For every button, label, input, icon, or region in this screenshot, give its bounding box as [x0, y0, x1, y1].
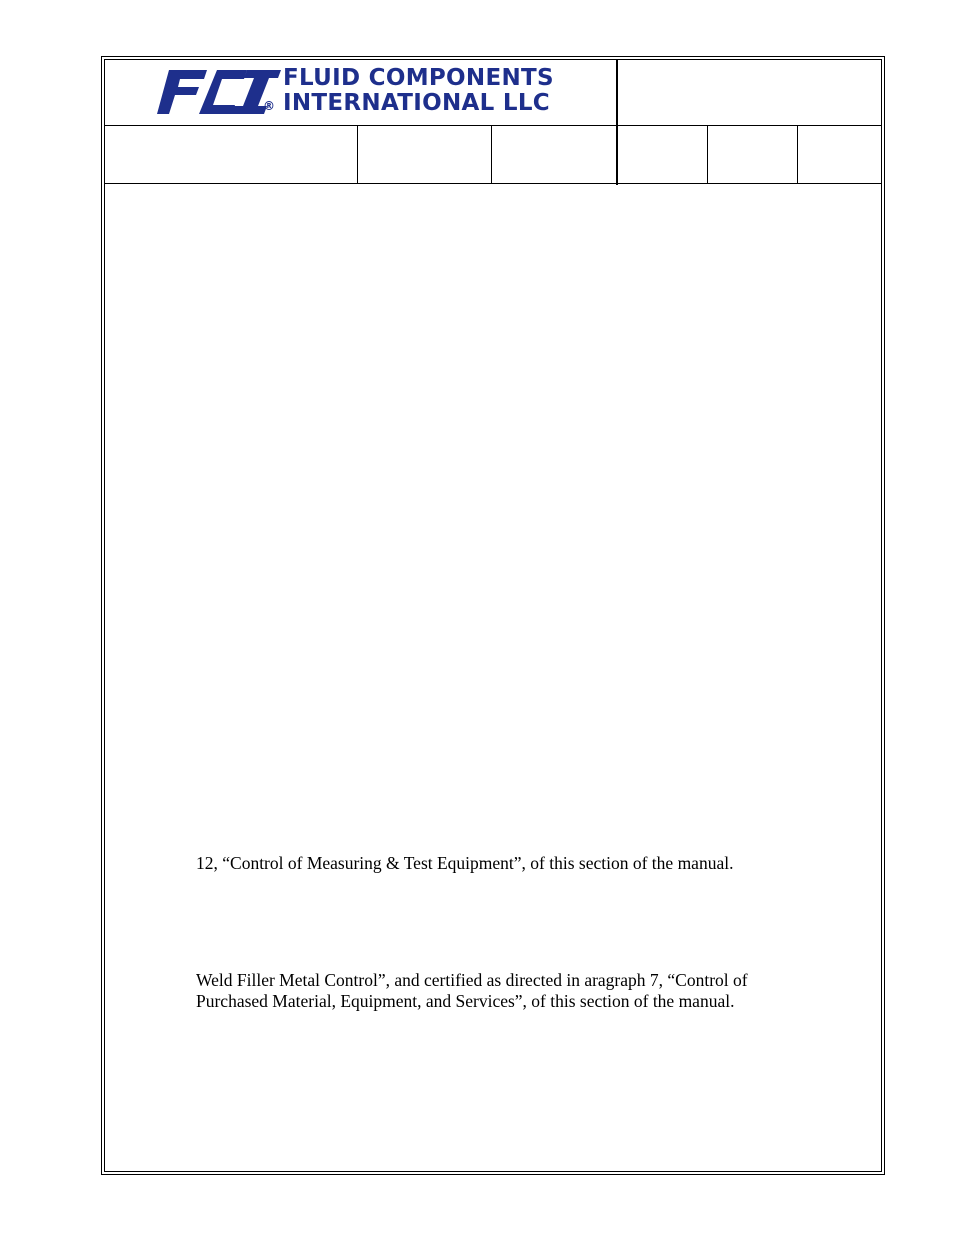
header-cell-divider-4 — [797, 126, 798, 184]
header-cell-divider-2 — [491, 126, 492, 184]
header-row-line-2 — [105, 183, 881, 184]
header-cell-divider-3 — [707, 126, 708, 184]
company-name-line2: INTERNATIONAL LLC — [283, 90, 550, 116]
paragraph-weld-filler-line2: Purchased Material, Equipment, and Services”, of this section of the manual. — [196, 991, 735, 1011]
paragraph-weld-filler-line1: Weld Filler Metal Control”, and certified as directed in aragraph 7, “Control of — [196, 970, 748, 990]
company-name — [283, 66, 554, 116]
header-cell-divider-1 — [357, 126, 358, 184]
paragraph-measuring-equipment-tail: 12, “Control of Measuring & Test Equipment”, of this section of the manual. — [196, 853, 734, 873]
header-row-line-1 — [105, 125, 881, 126]
company-name-line1: FLUID COMPONENTS — [283, 65, 554, 91]
company-logo — [155, 65, 554, 118]
header-divider-vertical-main — [616, 59, 618, 185]
registered-mark: ® — [263, 99, 275, 113]
